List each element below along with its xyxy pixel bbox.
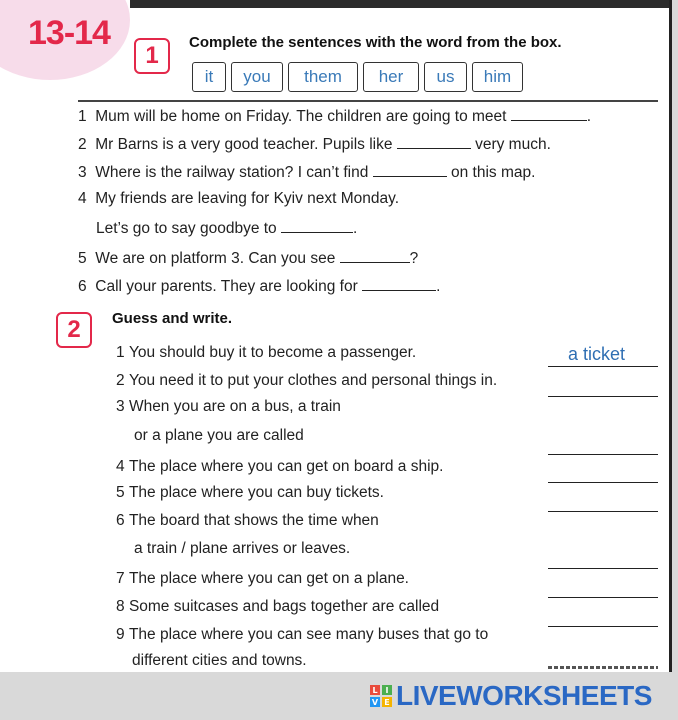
logo-mark-v: V [371, 697, 379, 707]
item-text: You need it to put your clothes and personal things in. [128, 372, 498, 389]
answer-blank-2[interactable] [397, 134, 471, 149]
item-text: The place where you can see many buses that go to [128, 626, 489, 643]
answer-blank-5[interactable] [340, 248, 410, 263]
guess-item-3 [116, 398, 341, 416]
guess-item-6-cont [134, 540, 350, 558]
answer-line-4[interactable] [548, 482, 658, 483]
sentence-num: 1 [78, 108, 87, 125]
sentence-4-cont [96, 218, 357, 238]
word-them[interactable]: them [288, 62, 358, 92]
guess-item-6 [116, 512, 379, 530]
item-num: 7 [116, 570, 125, 587]
guess-item-2 [116, 372, 497, 390]
sentence-text: Call your parents. They are looking for [95, 278, 358, 295]
sentence-4 [78, 190, 399, 208]
sentence-end: ? [409, 250, 419, 267]
sentence-text: Mr Barns is a very good teacher. Pupils like [95, 136, 393, 153]
item-text: When you are on a bus, a train [128, 398, 341, 415]
unit-label: 13-14 [28, 14, 110, 52]
answer-blank-1[interactable] [511, 106, 587, 121]
sentence-text: Where is the railway station? I can’t find [95, 164, 369, 181]
sentence-text: We are on platform 3. Can you see [95, 250, 336, 267]
sentence-end: very much. [475, 136, 551, 153]
answer-line-2[interactable] [548, 396, 658, 397]
item-text: Some suitcases and bags together are called [128, 598, 440, 615]
item-text: The place where you can buy tickets. [128, 484, 384, 501]
sentence-text: Mum will be home on Friday. The children are going to meet [95, 108, 507, 125]
exercise-2-number: 2 [56, 312, 92, 348]
guess-item-9 [116, 626, 488, 644]
answer-blank-3[interactable] [373, 162, 447, 177]
sentence-num: 5 [78, 250, 87, 267]
sentence-end: . [586, 108, 592, 125]
example-answer: a ticket [568, 344, 626, 364]
guess-item-8 [116, 598, 439, 616]
answer-blank-4[interactable] [281, 218, 353, 233]
sentence-1 [78, 106, 591, 126]
sentence-text: Let’s go to say goodbye to [96, 220, 277, 237]
logo-mark-icon [370, 685, 392, 707]
exercise-1-number: 1 [134, 38, 170, 74]
logo-text: LIVEWORKSHEETS [396, 680, 652, 711]
sentence-6 [78, 276, 440, 296]
sentence-3 [78, 162, 535, 182]
logo-mark-e: E [382, 697, 392, 707]
sentence-num: 4 [78, 190, 87, 207]
sentence-text: My friends are leaving for Kyiv next Monday. [95, 190, 400, 207]
item-num: 4 [116, 458, 125, 475]
guess-item-3-cont [134, 427, 304, 445]
guess-item-4 [116, 458, 443, 476]
item-num: 3 [116, 398, 125, 415]
word-her[interactable]: her [363, 62, 419, 92]
guess-item-1 [116, 344, 416, 362]
answer-line-3[interactable] [548, 454, 658, 455]
answer-line-6[interactable] [548, 568, 658, 569]
guess-item-9-cont [132, 652, 307, 670]
sentence-num: 3 [78, 164, 87, 181]
item-text: different cities and towns. [132, 652, 307, 669]
answer-line-9[interactable] [548, 666, 658, 669]
item-num: 9 [116, 626, 125, 643]
guess-item-5 [116, 484, 384, 502]
exercise-2-instruction: Guess and write. [112, 310, 233, 327]
item-text: a train / plane arrives or leaves. [134, 540, 351, 557]
item-num: 5 [116, 484, 125, 501]
answer-line-5[interactable] [548, 511, 658, 512]
word-it[interactable]: it [192, 62, 226, 92]
sentence-2 [78, 134, 551, 154]
logo-mark-i: I [382, 685, 392, 695]
item-num: 2 [116, 372, 125, 389]
answer-line-7[interactable] [548, 597, 658, 598]
item-text: The place where you can get on board a ship. [128, 458, 444, 475]
item-text: The board that shows the time when [128, 512, 379, 529]
answer-line-1[interactable] [548, 366, 658, 367]
top-border [130, 0, 672, 8]
item-text: You should buy it to become a passenger. [128, 344, 417, 361]
item-num: 8 [116, 598, 125, 615]
word-you[interactable]: you [231, 62, 283, 92]
sentence-end: . [436, 278, 441, 295]
word-box [192, 62, 523, 92]
separator-line [78, 100, 658, 102]
item-num: 6 [116, 512, 125, 529]
word-him[interactable]: him [472, 62, 523, 92]
logo-mark-l: L [370, 685, 380, 695]
sentence-num: 6 [78, 278, 87, 295]
sentence-5 [78, 248, 418, 268]
word-us[interactable]: us [424, 62, 467, 92]
item-text: The place where you can get on a plane. [128, 570, 409, 587]
liveworksheets-logo[interactable] [370, 680, 652, 712]
answer-line-8[interactable] [548, 626, 658, 627]
item-text: or a plane you are called [134, 427, 304, 444]
sentence-end: on this map. [450, 164, 536, 181]
item-num: 1 [116, 344, 125, 361]
guess-item-7 [116, 570, 409, 588]
answer-blank-6[interactable] [362, 276, 436, 291]
sentence-end: . [353, 220, 358, 237]
sentence-num: 2 [78, 136, 87, 153]
exercise-1-instruction: Complete the sentences with the word from the box. [189, 34, 562, 51]
